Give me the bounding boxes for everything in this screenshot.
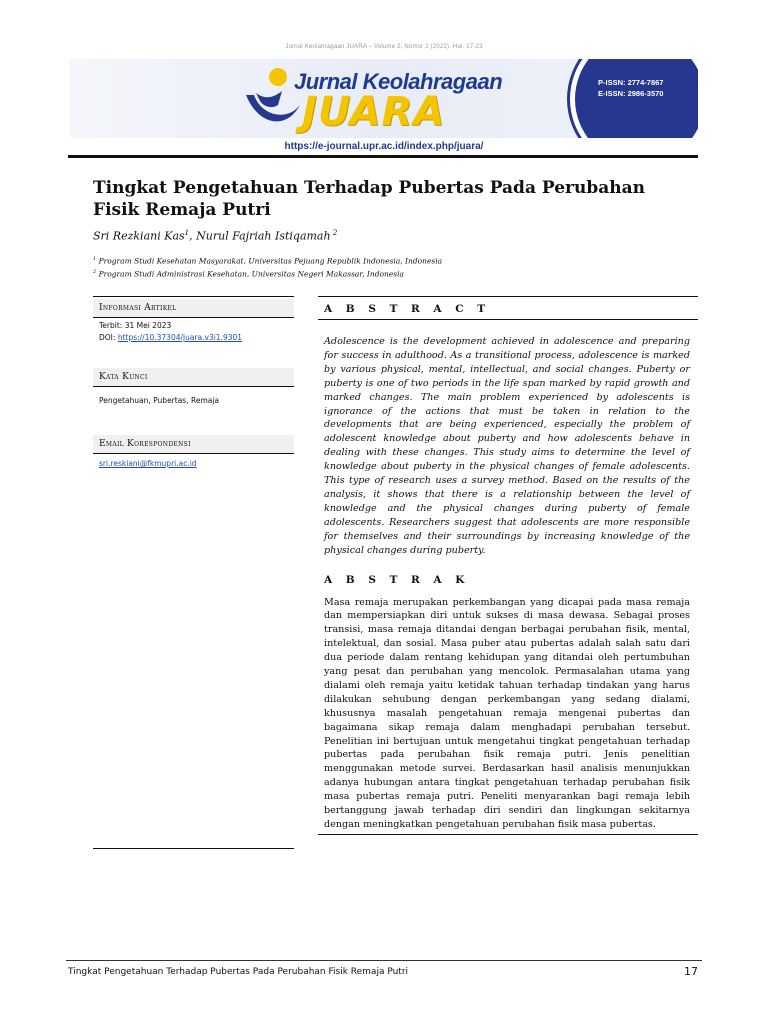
abstract-heading-en: A B S T R A C T: [324, 303, 491, 315]
abstract-column: [318, 296, 698, 835]
published-date: Terbit: 31 Mei 2023: [99, 321, 172, 330]
author-1: Sri Rezkiani Kas: [93, 229, 185, 243]
abstract-indonesian: Masa remaja merupakan perkembangan yang dicapai pada masa remaja dan mempersiapkan diri untuk sukses di masa dewasa. Sebagai proses transisi, masa remaja ditandai dengan berbagai perubahan fisik, mental, intelektual, dan sosial. Masa puber atau pubertas adalah salah satu dari dua periode dalam rentang kehidupan yang ditandai oleh pertumbuhan yang pesat dan perubahan yang mencolok. Permasalahan utama yang dialami oleh remaja yaitu ketidak tahuan terhadap tindakan yang harus dilakukan sehubung dengan perkembangan yang sedang dialami, khususnya masalah pengetahuan remaja mengenai pubertas dan bagaimana sikap remaja dalam menghadapi perubahan tersebut. Penelitian ini bertujuan untuk mengetahui tingkat pengetahuan terhadap pubertas pada perubahan fisik remaja putri. Jenis penelitian menggunakan metode survei. Berdasarkan hasil analisis menunjukkan adanya hubungan antara tingkat pengetahuan terhadap perubahan fisik masa pubertas remaja putri. Peneliti menyarankan bagi remaja lebih bertanggung jawab terhadap diri sendiri dan lingkungan sekitarnya dengan meningkatkan pengetahuan perubahan fisik masa pubertas.: [324, 596, 690, 830]
author-separator: ,: [189, 229, 197, 243]
doi-label: DOI:: [99, 333, 118, 342]
abstract-heading-rule: [318, 319, 698, 320]
e-issn: E-ISSN: 2986-3570: [598, 89, 664, 98]
doi-link[interactable]: https://10.37304/juara.v3i1.9301: [117, 333, 243, 342]
journal-name: Jurnal Keolahragaan: [294, 69, 503, 94]
article-info-column: [93, 296, 294, 849]
affiliation-2: [93, 269, 404, 279]
author-list: [93, 229, 337, 243]
affiliation-1-number: 1: [93, 256, 97, 262]
juara-logo-icon: [242, 65, 302, 135]
journal-banner: [70, 59, 698, 138]
email-rule: [93, 453, 294, 454]
title-line-2: Fisik Remaja Putri: [93, 200, 271, 220]
header-rule: [68, 155, 698, 158]
abstract-english: Adolescence is the development achieved in adolescence and preparing for success in adulthood. As a transitional process, adolescence is marked by various physical, mental, intellectual, and social changes. Puberty or puberty is one of two periods in the life span marked by rapid growth and marked changes. The main problem experienced by adolescents is ignorance of the actions that must be taken in relation to the developments that are being experienced, especially the problem of adolescent knowledge about puberty and how adolescents behave in dealing with these changes. This study aims to determine the level of knowledge about puberty in the physical changes of female adolescents. This type of research uses a survey method. Based on the results of the analysis, it shows that there is a relationship between the level of knowledge and the physical changes during puberty of female adolescents. Researchers suggest that adolescents are more responsible for themselves and their surroundings by increasing knowledge of the physical changes during puberty.: [324, 336, 690, 556]
author-2-affil: 2: [330, 229, 338, 237]
info-bottom-rule: [93, 848, 294, 849]
affiliation-1: [93, 256, 442, 266]
issn-block: [598, 77, 663, 99]
p-issn: P-ISSN: 2774-7867: [598, 78, 664, 87]
abstract-heading-id: A B S T R A K: [324, 573, 470, 586]
doi-line: [93, 332, 294, 344]
affiliation-2-text: Program Studi Administrasi Kesehatan, Universitas Negeri Makassar, Indonesia: [98, 269, 405, 279]
author-1-affil: 1: [184, 229, 190, 237]
article-info-heading: Informasi Artikel: [93, 299, 294, 317]
affiliation-2-number: 2: [93, 269, 97, 275]
title-line-1: Tingkat Pengetahuan Terhadap Pubertas Pada Perubahan: [93, 178, 645, 198]
journal-url[interactable]: https://e-journal.upr.ac.id/index.php/juara/: [284, 141, 484, 152]
author-2: Nurul Fajriah Istiqamah: [196, 229, 331, 243]
footer-title: Tingkat Pengetahuan Terhadap Pubertas Pada Perubahan Fisik Remaja Putri: [68, 967, 409, 977]
info-top-rule: [93, 296, 294, 297]
keywords-heading: Kata Kunci: [93, 368, 294, 386]
affiliation-1-text: Program Studi Kesehatan Masyarakat, Universitas Pejuang Republik Indonesia, Indonesia: [98, 256, 443, 266]
keywords-rule: [93, 386, 294, 387]
footer-rule: [66, 960, 702, 961]
abstract-top-rule: [318, 296, 698, 297]
info-heading-rule: [93, 317, 294, 318]
running-head: Jurnal Keolahragaan JUARA – Volume 2, Nomor 2 (2022). Hal. 17-23: [285, 44, 483, 50]
abstract-bottom-rule: [318, 834, 698, 835]
journal-short-name: JUARA: [302, 89, 446, 135]
article-title: [93, 177, 693, 221]
keywords: Pengetahuan, Pubertas, Remaja: [99, 396, 220, 405]
email-link[interactable]: sri.reskiani@fkmupri.ac.id: [99, 459, 197, 468]
email-heading: Email Korespondensi: [93, 435, 294, 453]
page-number: 17: [684, 965, 698, 978]
